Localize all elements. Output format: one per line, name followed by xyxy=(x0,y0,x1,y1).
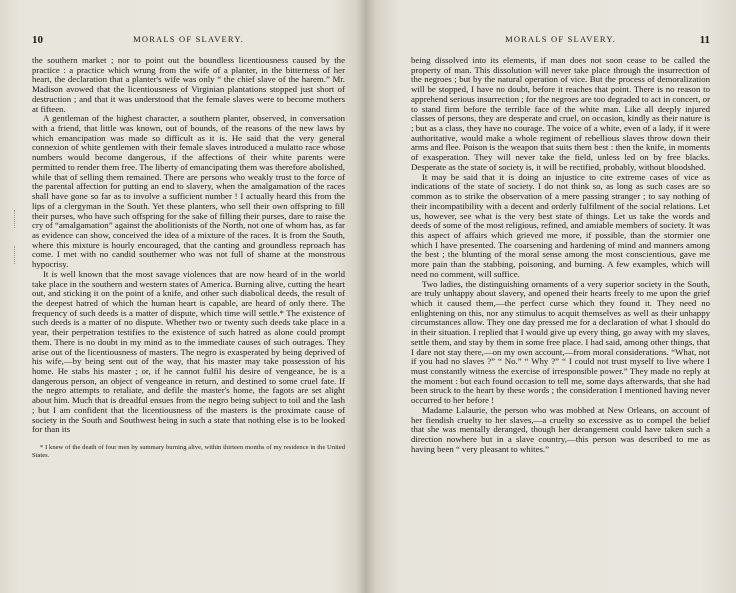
running-title: MORALS OF SLAVERY. xyxy=(133,34,244,44)
paragraph: being dissolved into its elements, if man does not soon cease to be called the property of man. This dissolution will never take place through the insurrection of the negroes ; but by the natural operation of vice. But the process of demoralization will be stopped, I have no doubt, before it reaches that point. There is no reason to apprehend serious insurrection ; for the negroes are too degraded to act in concert, or to stand firm before the terrible face of the white man. Like all deeply injured classes of persons, they are desperate and cruel, on occasion, kindly as their nature is ; but as a class, they have no courage. The voice of a white, even of a lady, if it were authoritative, would make a whole regiment of rebellious slaves throw down their arms and flee. Poison is the weapon that suits them best : then the knife, in moments of exasperation. They will never take the field, unless led on by free blacks. Desperate as the state of society is, it will be rectified, probably, without bloodshed. xyxy=(411,55,710,172)
right-page-header xyxy=(411,34,710,48)
running-title: MORALS OF SLAVERY. xyxy=(505,34,616,44)
paragraph: Madame Lalaurie, the person who was mobbed at New Orleans, on account of her fiendish cruelty to her slaves,—a cruelty so excessive as to compel the belief that she was mentally deranged, though her derangement could have taken such a direction nowhere but in a slave country,—this person was described to me as having been “ very pleasant to whites.” xyxy=(411,404,710,454)
left-page-body xyxy=(32,56,345,435)
right-page xyxy=(371,0,736,593)
paragraph: It may be said that it is doing an injustice to cite extreme cases of vice as indications of the state of society. I do not think so, as long as such cases are so common as to strike the observation of a mere passing stranger ; to say nothing of their incompatibility with a decent and orderly fulfilment of the social relations. Let us, however, see what is the very best state of things. Let us take the words and deeds of some of the most religious, refined, and amiable members of society. It was this aspect of affairs which grieved me more, if possible, than the stormier one which I have presented. The coarsening and hardening of mind and manners among the best ; the blunting of the moral sense among the most conscientious, gave me more pain than the stabbing, poisoning, and burning. A few examples, which will need no comment, will suffice. xyxy=(411,171,710,279)
paragraph: Two ladies, the distinguishing ornaments of a very superior society in the South, are truly unhappy about slavery, and opened their hearts freely to me upon the grief which it caused them,—the perfect curse which they found it. They need no enlightening on this, nor any stimulus to acquit themselves as well as their unhappy circumstances allow. They one day pressed me for a declaration of what I should do in their situation. I replied that I would give up every thing, go away with my slaves, settle them, and stay by them in some free place. I had said, among other things, that I dare not stay there,—on my own account,—from moral considerations. “What, not if you had no slaves ?” “ No.” “ Why ?” “ I could not trust myself to live where I must constantly witness the exercise of irresponsible power.” They made no reply at the moment : but each found occasion to tell me, some days afterwards, that she had been struck to the heart by these words ; the consideration I mentioned having never occurred to her before ! xyxy=(411,278,710,406)
paragraph: A gentleman of the highest character, a southern planter, observed, in conversation with a friend, that little was known, out of bounds, of the reasons of the new laws by which emancipation was made so difficult as it is. He said that the very general connexion of white gentlemen with their female slaves introduced a mulatto race whose numbers would become dangerous, if the affections of their white parents were permitted to render them free. The liberty of emancipating them was therefore abolished, while that of selling them remained. There are persons who weakly trust to the force of the parental affection for putting an end to slavery, when the amalgamation of the races shall have gone so far as to involve a sufficient number ! I actually heard this from the lips of a clergyman in the South. Yet these planters, who sell their own offspring to fill their purses, who have such offspring for the sake of filling their purses, dare to raise the cry of “amalgamation” against the abolitionists of the North, not one of whom has, as far as evidence can show, conceived the idea of a mixture of the races. It is from the South, where this mixture is hourly encouraged, that the canting and groundless reproach has come. I met with no candid southerner who was not full of shame at the monstrous hypocrisy. xyxy=(32,113,345,270)
paragraph: the southern market ; nor to point out the boundless licentiousness caused by the practice : a practice which wrung from the wife of a planter, in the bitterness of her heart, the declaration that a planter's wife was only “ the chief slave of the harem.” Mr. Madison avowed that the licentiousness of Virginian plantations stopped just short of destruction ; and that it was understood that the female slaves were to become mothers at fifteen. xyxy=(32,55,345,114)
left-page xyxy=(0,0,365,593)
page-number: 10 xyxy=(32,34,43,46)
paragraph: It is well known that the most savage violences that are now heard of in the world take place in the southern and western states of America. Burning alive, cutting the heart out, and sticking it on the point of a knife, and other such diabolical deeds, the result of the deepest hatred of which the human heart is capable, are heard of only there. The frequency of such deeds is a matter of dispute, which time will settle.* The existence of such deeds is a matter of no dispute. Whether two or twenty such deeds take place in a year, their perpetration testifies to the existence of such hatred as alone could prompt them. There is no doubt in my mind as to the immediate causes of such outrages. They arise out of the licentiousness of masters. The negro is exasperated by being deprived of his wife,—by being sent out of the way, that his master may take possession of his home. He stabs his master ; or, if he cannot fulfil his desire of vengeance, he is a dangerous person, an object of vengeance in return, and destined to some cruel fate. If the negro attempts to retaliate, and defile the master's home, the fagots are set alight about him. Much that is dreadful ensues from the negro being subject to toil and the lash ; but I am confident that the licentiousness of the masters is the proximate cause of society in the South and Southwest being in such a state that nothing else is to be looked for than its xyxy=(32,268,345,435)
page-number: 11 xyxy=(699,34,710,46)
left-page-header xyxy=(32,34,345,48)
footnote: * I knew of the death of four men by summary burning alive, within thirteen months of my residence in the United States. xyxy=(32,444,345,460)
right-page-body xyxy=(411,56,710,454)
